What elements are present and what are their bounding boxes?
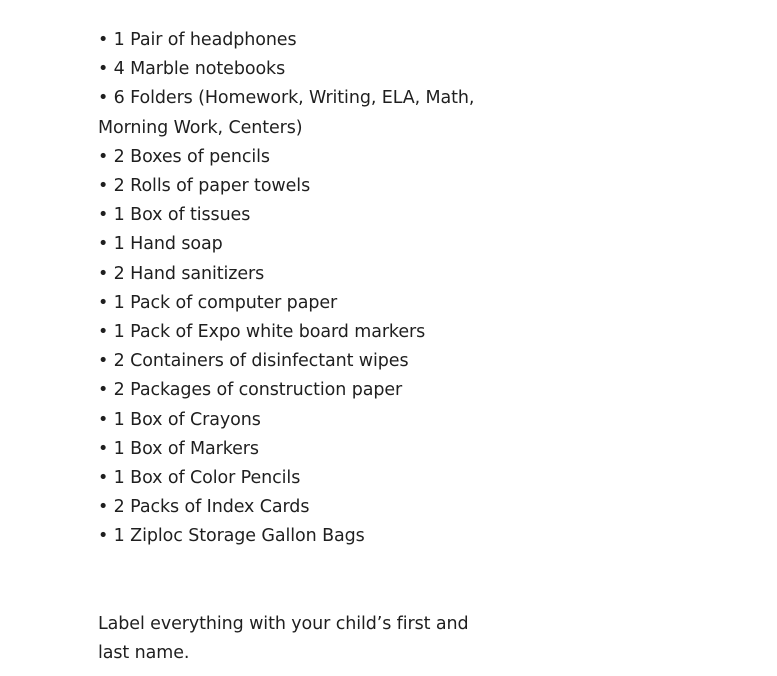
supply-list-item: • 1 Hand soap — [98, 234, 223, 255]
supply-list-item: • 2 Rolls of paper towels — [98, 176, 311, 197]
supply-list-item: • 2 Containers of disinfectant wipes — [98, 351, 409, 372]
labeling-note: Label everything with your child’s first and last name. — [98, 613, 469, 663]
supply-list-item: • 2 Hand sanitizers — [98, 263, 265, 284]
supply-list-item: • 1 Pack of computer paper — [98, 292, 338, 313]
supply-list-item: • 2 Packages of construction paper — [98, 380, 403, 401]
supply-list-item: • 2 Boxes of pencils — [98, 146, 270, 167]
document-body — [98, 26, 498, 668]
supply-list-item: • 1 Pair of headphones — [98, 30, 297, 50]
supply-list-item: • 1 Box of tissues — [98, 205, 251, 226]
supply-list-item: • 6 Folders (Homework, Writing, ELA, Math, Morning Work, Centers) — [98, 88, 475, 138]
supply-list-item: • 1 Pack of Expo white board markers — [98, 322, 426, 343]
supply-list-item: • 1 Box of Color Pencils — [98, 468, 301, 489]
supply-list-item: • 1 Box of Markers — [98, 438, 259, 459]
supply-list-item: • 1 Box of Crayons — [98, 409, 261, 430]
supply-list-item: • 2 Packs of Index Cards — [98, 497, 310, 518]
supply-list-item: • 1 Ziploc Storage Gallon Bags — [98, 526, 365, 547]
supply-list — [98, 26, 498, 552]
supply-list-item: • 4 Marble notebooks — [98, 59, 286, 80]
